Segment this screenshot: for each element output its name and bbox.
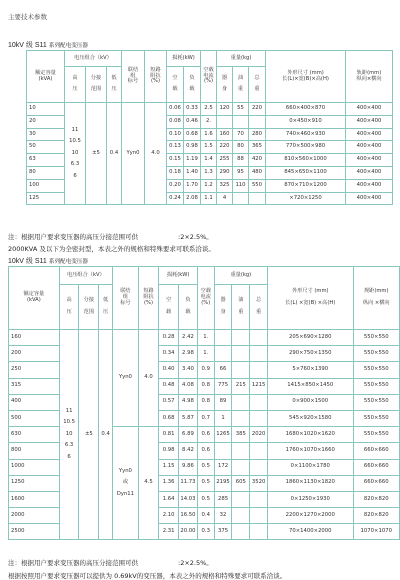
cell-noload-current: 1.: [197, 346, 214, 362]
table1-caption-sub: 系列配电变压器: [48, 43, 89, 49]
cell-load-loss: 14.03: [179, 491, 198, 507]
cell-capacity: 100: [27, 179, 65, 192]
cell-noload-current: 1.5: [201, 141, 217, 154]
cell-text: 或: [122, 479, 129, 486]
cell-capacity: 2500: [9, 524, 60, 540]
cell-noload-loss: 0.08: [167, 115, 184, 128]
cell-body-weight: 775: [214, 378, 232, 394]
cell-noload-loss: 0.57: [159, 394, 179, 410]
cell-load-loss: 1.40: [184, 166, 201, 179]
cell-gauge: 400×400: [346, 154, 393, 167]
cell-noload-current: 2.5: [201, 103, 217, 116]
cell-body-weight: 220: [217, 141, 233, 154]
cell-dimensions: 1760×1070×1660: [268, 443, 353, 459]
cell-dimensions: 660×400×870: [266, 103, 346, 116]
cell-capacity: 63: [27, 154, 65, 167]
cell-capacity: 400: [9, 394, 60, 410]
cell-noload-loss: 0.15: [167, 154, 184, 167]
col-loss: 损耗(kW): [159, 267, 198, 285]
cell-oil-weight: 605: [232, 475, 250, 491]
col-total-weight: 总 重: [250, 285, 268, 330]
col-rated-capacity: 额定容量 (kVA): [9, 267, 60, 330]
cell-capacity: 80: [27, 166, 65, 179]
cell-oil-weight: 80: [233, 141, 249, 154]
cell-oil-weight: 215: [232, 378, 250, 394]
cell-text: 10.5: [63, 419, 75, 426]
cell-oil-weight: 70: [233, 128, 249, 141]
col-loss: 损耗(kW): [167, 51, 201, 67]
cell-body-weight: 120: [217, 103, 233, 116]
cell-noload-loss: 0.68: [159, 410, 179, 426]
cell-dimensions: 845×650×1100: [266, 166, 346, 179]
cell-load-loss: 11.73: [179, 475, 198, 491]
table1-caption: [8, 42, 88, 50]
cell-load-loss: 3.40: [179, 362, 198, 378]
col-noload-current: 空载 电流 (%): [197, 267, 214, 330]
cell-load-loss: 2.42: [179, 330, 198, 346]
cell-body-weight: [214, 346, 232, 362]
cell-impedance-b: 4.5: [138, 427, 159, 540]
cell-noload-current: 1.1: [201, 192, 217, 205]
cell-noload-loss: 0.20: [167, 179, 184, 192]
cell-dimensions: 290×750×1350: [268, 346, 353, 362]
cell-capacity: 125: [27, 192, 65, 205]
cell-gauge: 400×400: [346, 141, 393, 154]
cell-total-weight: [249, 115, 266, 128]
cell-load-loss: 9.86: [179, 459, 198, 475]
cell-text: Dyn11: [116, 491, 135, 497]
cell-load-loss: 1.70: [184, 179, 201, 192]
col-total-weight: 总 重: [249, 67, 266, 103]
table1-footnote: 2000KVA 及以下为全密封型，本表之外的规格和特殊要求可联系洽谈。: [8, 245, 215, 253]
cell-body-weight: [217, 115, 233, 128]
cell-text: 10: [71, 149, 79, 156]
cell-noload-loss: 2.31: [159, 524, 179, 540]
cell-gauge: 400×400: [346, 179, 393, 192]
cell-capacity: 10: [27, 103, 65, 116]
cell-oil-weight: [232, 362, 250, 378]
cell-noload-current: 0.6: [197, 443, 214, 459]
cell-gauge: 550×550: [353, 378, 400, 394]
cell-total-weight: [250, 459, 268, 475]
table2-footnote: 根据按照用户要求变压器可以提供为 0.69kV的变压器，本表之外的规格和特殊要求可联系洽谈。: [8, 572, 287, 580]
table2-note: 注：根据用户要求变压器的高压分接范围可供 :2×2.5%。: [8, 559, 213, 567]
col-lv: 低 压: [107, 67, 122, 103]
page-header: 主要技术参数: [8, 13, 47, 21]
cell-capacity: 50: [27, 141, 65, 154]
cell-gauge: 550×550: [353, 346, 400, 362]
cell-capacity: 500: [9, 410, 60, 426]
cell-capacity: 1250: [9, 475, 60, 491]
col-hv: 高 压: [59, 285, 79, 330]
cell-total-weight: 480: [249, 166, 266, 179]
cell-oil-weight: [232, 330, 250, 346]
cell-noload-loss: 1.15: [159, 459, 179, 475]
cell-gauge: 400×400: [346, 166, 393, 179]
cell-total-weight: 550: [249, 179, 266, 192]
cell-noload-loss: 0.24: [167, 192, 184, 205]
col-dimensions: 外形尺寸 (mm) 长(L) ×宽(B) ×高(H): [268, 267, 353, 330]
cell-noload-current: 1.4: [201, 154, 217, 167]
cell-lv: 0.4: [99, 330, 113, 540]
cell-oil-weight: [232, 459, 250, 475]
cell-total-weight: 3520: [250, 475, 268, 491]
cell-total-weight: [250, 346, 268, 362]
cell-dimensions: 870×710×1200: [266, 179, 346, 192]
cell-capacity: 200: [9, 346, 60, 362]
col-noload-loss: 空 载: [167, 67, 184, 103]
col-gauge: 规距(mm) 纵向 ×横向: [353, 267, 400, 330]
cell-noload-current: 1.6: [201, 128, 217, 141]
cell-gauge: 660×660: [353, 475, 400, 491]
cell-oil-weight: [233, 192, 249, 205]
cell-total-weight: [249, 192, 266, 205]
cell-capacity: 20: [27, 115, 65, 128]
cell-gauge: 400×400: [346, 103, 393, 116]
cell-total-weight: [250, 443, 268, 459]
cell-tap: ±5: [86, 103, 107, 205]
cell-noload-loss: 0.10: [167, 128, 184, 141]
cell-capacity: 630: [9, 427, 60, 443]
cell-oil-weight: [232, 346, 250, 362]
cell-noload-current: 0.5: [197, 491, 214, 507]
cell-noload-loss: 0.34: [159, 346, 179, 362]
col-oil-weight: 油 重: [232, 285, 250, 330]
table-row: [9, 330, 400, 346]
cell-body-weight: 255: [217, 154, 233, 167]
cell-load-loss: 0.98: [184, 141, 201, 154]
cell-dimensions: 0×1250×1930: [268, 491, 353, 507]
cell-noload-current: 0.8: [197, 378, 214, 394]
cell-total-weight: 365: [249, 141, 266, 154]
cell-dimensions: 545×920×1580: [268, 410, 353, 426]
cell-body-weight: 172: [214, 459, 232, 475]
cell-oil-weight: [233, 115, 249, 128]
col-tap-range: 分接 范围: [86, 67, 107, 103]
cell-total-weight: [250, 508, 268, 524]
col-gauge: 轨距(mm) 纵向×横向: [346, 51, 393, 103]
cell-body-weight: 1265: [214, 427, 232, 443]
col-load-loss: 负 载: [179, 285, 198, 330]
cell-impedance-a: 4.0: [138, 330, 159, 427]
cell-hv: [59, 330, 79, 540]
cell-gauge: 550×550: [353, 330, 400, 346]
cell-total-weight: [250, 491, 268, 507]
cell-text: 6.3: [64, 442, 74, 449]
cell-total-weight: 220: [249, 103, 266, 116]
table1: [26, 50, 393, 205]
cell-load-loss: 4.08: [179, 378, 198, 394]
cell-noload-current: 0.7: [197, 410, 214, 426]
cell-noload-loss: 2.10: [159, 508, 179, 524]
cell-total-weight: 1215: [250, 378, 268, 394]
table2-caption: [8, 258, 88, 266]
col-voltage-group: 电压组合（kV）: [65, 51, 122, 67]
col-weight: 重量(kg): [214, 267, 267, 285]
cell-noload-current: 0.4: [197, 508, 214, 524]
cell-oil-weight: 385: [232, 427, 250, 443]
cell-dimensions: 770×500×980: [266, 141, 346, 154]
cell-dimensions: 740×460×930: [266, 128, 346, 141]
cell-noload-current: 1.: [197, 330, 214, 346]
cell-gauge: 550×550: [353, 427, 400, 443]
cell-oil-weight: [232, 394, 250, 410]
cell-noload-current: 1.3: [201, 166, 217, 179]
cell-text: 11: [71, 126, 79, 133]
cell-noload-current: 0.9: [197, 362, 214, 378]
cell-dimensions: 810×560×1000: [266, 154, 346, 167]
col-oil-weight: 油 重: [233, 67, 249, 103]
cell-dimensions: ×720×1250: [266, 192, 346, 205]
cell-body-weight: 1: [214, 410, 232, 426]
cell-text: 6: [67, 454, 71, 461]
cell-noload-loss: 1.36: [159, 475, 179, 491]
cell-load-loss: 2.08: [184, 192, 201, 205]
cell-gauge: 550×550: [353, 410, 400, 426]
cell-dimensions: 1680×1020×1620: [268, 427, 353, 443]
cell-dimensions: 5×760×1390: [268, 362, 353, 378]
cell-gauge: 550×550: [353, 394, 400, 410]
cell-capacity: 1000: [9, 459, 60, 475]
table2-caption-main: 10kV 级 S11: [8, 258, 47, 265]
col-body-weight: 器 身: [217, 67, 233, 103]
cell-load-loss: 5.87: [179, 410, 198, 426]
cell-load-loss: 2.98: [179, 346, 198, 362]
cell-load-loss: 8.42: [179, 443, 198, 459]
col-hv: 高 压: [65, 67, 86, 103]
cell-total-weight: [250, 362, 268, 378]
cell-capacity: 315: [9, 378, 60, 394]
cell-body-weight: 375: [214, 524, 232, 540]
cell-lv: 0.4: [107, 103, 122, 205]
cell-total-weight: [250, 330, 268, 346]
cell-gauge: 1070×1070: [353, 524, 400, 540]
col-rated-capacity: 额定容量 (kVA): [27, 51, 65, 103]
cell-capacity: 160: [9, 330, 60, 346]
cell-load-loss: 0.46: [184, 115, 201, 128]
cell-capacity: 2000: [9, 508, 60, 524]
cell-body-weight: 160: [217, 128, 233, 141]
cell-oil-weight: [232, 491, 250, 507]
cell-capacity: 250: [9, 362, 60, 378]
cell-total-weight: [250, 524, 268, 540]
cell-noload-loss: 0.18: [167, 166, 184, 179]
col-dimensions: 外形尺寸 (mm) 长(L)×宽(B)×高(H): [266, 51, 346, 103]
cell-gauge: 820×820: [353, 491, 400, 507]
cell-noload-loss: 0.06: [167, 103, 184, 116]
cell-noload-loss: 0.28: [159, 330, 179, 346]
cell-body-weight: 2195: [214, 475, 232, 491]
cell-dimensions: 1415×850×1450: [268, 378, 353, 394]
col-weight: 重量(kg): [217, 51, 266, 67]
col-vector-group: 联结 组 标号: [122, 51, 145, 103]
cell-total-weight: [250, 410, 268, 426]
cell-load-loss: 0.33: [184, 103, 201, 116]
cell-text: 6: [73, 173, 77, 180]
cell-total-weight: 280: [249, 128, 266, 141]
cell-tap: ±5: [79, 330, 99, 540]
cell-noload-current: 0.5: [197, 459, 214, 475]
cell-body-weight: 325: [217, 179, 233, 192]
cell-body-weight: [214, 443, 232, 459]
cell-impedance: 4.0: [145, 103, 167, 205]
cell-text: 11: [65, 407, 73, 414]
cell-gauge: 400×400: [346, 115, 393, 128]
cell-text: 10.5: [69, 138, 81, 145]
cell-body-weight: 290: [217, 166, 233, 179]
cell-gauge: 400×400: [346, 192, 393, 205]
cell-body-weight: 4: [217, 192, 233, 205]
cell-noload-loss: 0.48: [159, 378, 179, 394]
cell-dimensions: 1860×1130×1820: [268, 475, 353, 491]
cell-dimensions: 0×1100×1780: [268, 459, 353, 475]
cell-text: 10: [65, 430, 73, 437]
cell-noload-current: 0.3: [197, 524, 214, 540]
cell-noload-current: 0.8: [197, 394, 214, 410]
table-row: [27, 103, 393, 116]
cell-load-loss: 4.98: [179, 394, 198, 410]
cell-oil-weight: [232, 410, 250, 426]
cell-noload-current: 1.2: [201, 179, 217, 192]
cell-gauge: 660×660: [353, 443, 400, 459]
cell-vector: Yyn0: [122, 103, 145, 205]
cell-noload-loss: 0.98: [159, 443, 179, 459]
table2: [8, 266, 400, 540]
cell-capacity: 800: [9, 443, 60, 459]
cell-load-loss: 6.89: [179, 427, 198, 443]
cell-oil-weight: [232, 443, 250, 459]
cell-gauge: 400×400: [346, 128, 393, 141]
cell-body-weight: [214, 330, 232, 346]
cell-noload-loss: 0.81: [159, 427, 179, 443]
cell-noload-current: 2.: [201, 115, 217, 128]
col-tap-range: 分接 范围: [79, 285, 99, 330]
cell-body-weight: 285: [214, 491, 232, 507]
table1-caption-main: 10kV 级 S11: [8, 42, 47, 49]
cell-gauge: 820×820: [353, 508, 400, 524]
cell-body-weight: 66: [214, 362, 232, 378]
cell-load-loss: 1.19: [184, 154, 201, 167]
cell-hv: [65, 103, 86, 205]
cell-oil-weight: 88: [233, 154, 249, 167]
cell-vector-b: [113, 427, 139, 540]
cell-capacity: 1600: [9, 491, 60, 507]
cell-gauge: 550×550: [353, 362, 400, 378]
cell-load-loss: 0.68: [184, 128, 201, 141]
cell-noload-loss: 0.40: [159, 362, 179, 378]
cell-body-weight: 32: [214, 508, 232, 524]
cell-load-loss: 20.00: [179, 524, 198, 540]
cell-dimensions: 70×1400×2000: [268, 524, 353, 540]
cell-total-weight: 2020: [250, 427, 268, 443]
cell-dimensions: 2200×1270×2000: [268, 508, 353, 524]
cell-gauge: 660×660: [353, 459, 400, 475]
table2-caption-sub: 系列配电变压器: [48, 259, 89, 265]
col-impedance: 短路 阻抗 (%): [138, 267, 159, 330]
table1-note: 注：根据用户要求变压器的高压分接范围可供 :2×2.5%。: [8, 233, 213, 241]
col-body-weight: 器 身: [214, 285, 232, 330]
cell-dimensions: 0×450×910: [266, 115, 346, 128]
cell-oil-weight: [232, 524, 250, 540]
cell-total-weight: [250, 394, 268, 410]
cell-body-weight: 89: [214, 394, 232, 410]
col-lv: 低 压: [99, 285, 113, 330]
col-vector-group: 联结 组 标号: [113, 267, 139, 330]
cell-dimensions: 205×690×1280: [268, 330, 353, 346]
cell-noload-loss: 1.64: [159, 491, 179, 507]
col-voltage-group: 电压组合（kV）: [59, 267, 112, 285]
col-noload-current: 空载 电流 (%): [201, 51, 217, 103]
cell-text: 6.3: [70, 161, 80, 168]
cell-dimensions: 0×900×1500: [268, 394, 353, 410]
col-load-loss: 负 载: [184, 67, 201, 103]
cell-total-weight: 420: [249, 154, 266, 167]
cell-capacity: 30: [27, 128, 65, 141]
cell-noload-current: 0.6: [197, 427, 214, 443]
cell-load-loss: 16.50: [179, 508, 198, 524]
cell-text: Yyn0: [118, 467, 132, 474]
cell-oil-weight: 55: [233, 103, 249, 116]
cell-oil-weight: 110: [233, 179, 249, 192]
cell-vector-a: Yyn0: [113, 330, 139, 427]
cell-noload-current: 0.5: [197, 475, 214, 491]
col-noload-loss: 空 载: [159, 285, 179, 330]
col-impedance: 短路 阻抗 (%): [145, 51, 167, 103]
cell-oil-weight: [232, 508, 250, 524]
cell-oil-weight: 95: [233, 166, 249, 179]
cell-noload-loss: 0.13: [167, 141, 184, 154]
